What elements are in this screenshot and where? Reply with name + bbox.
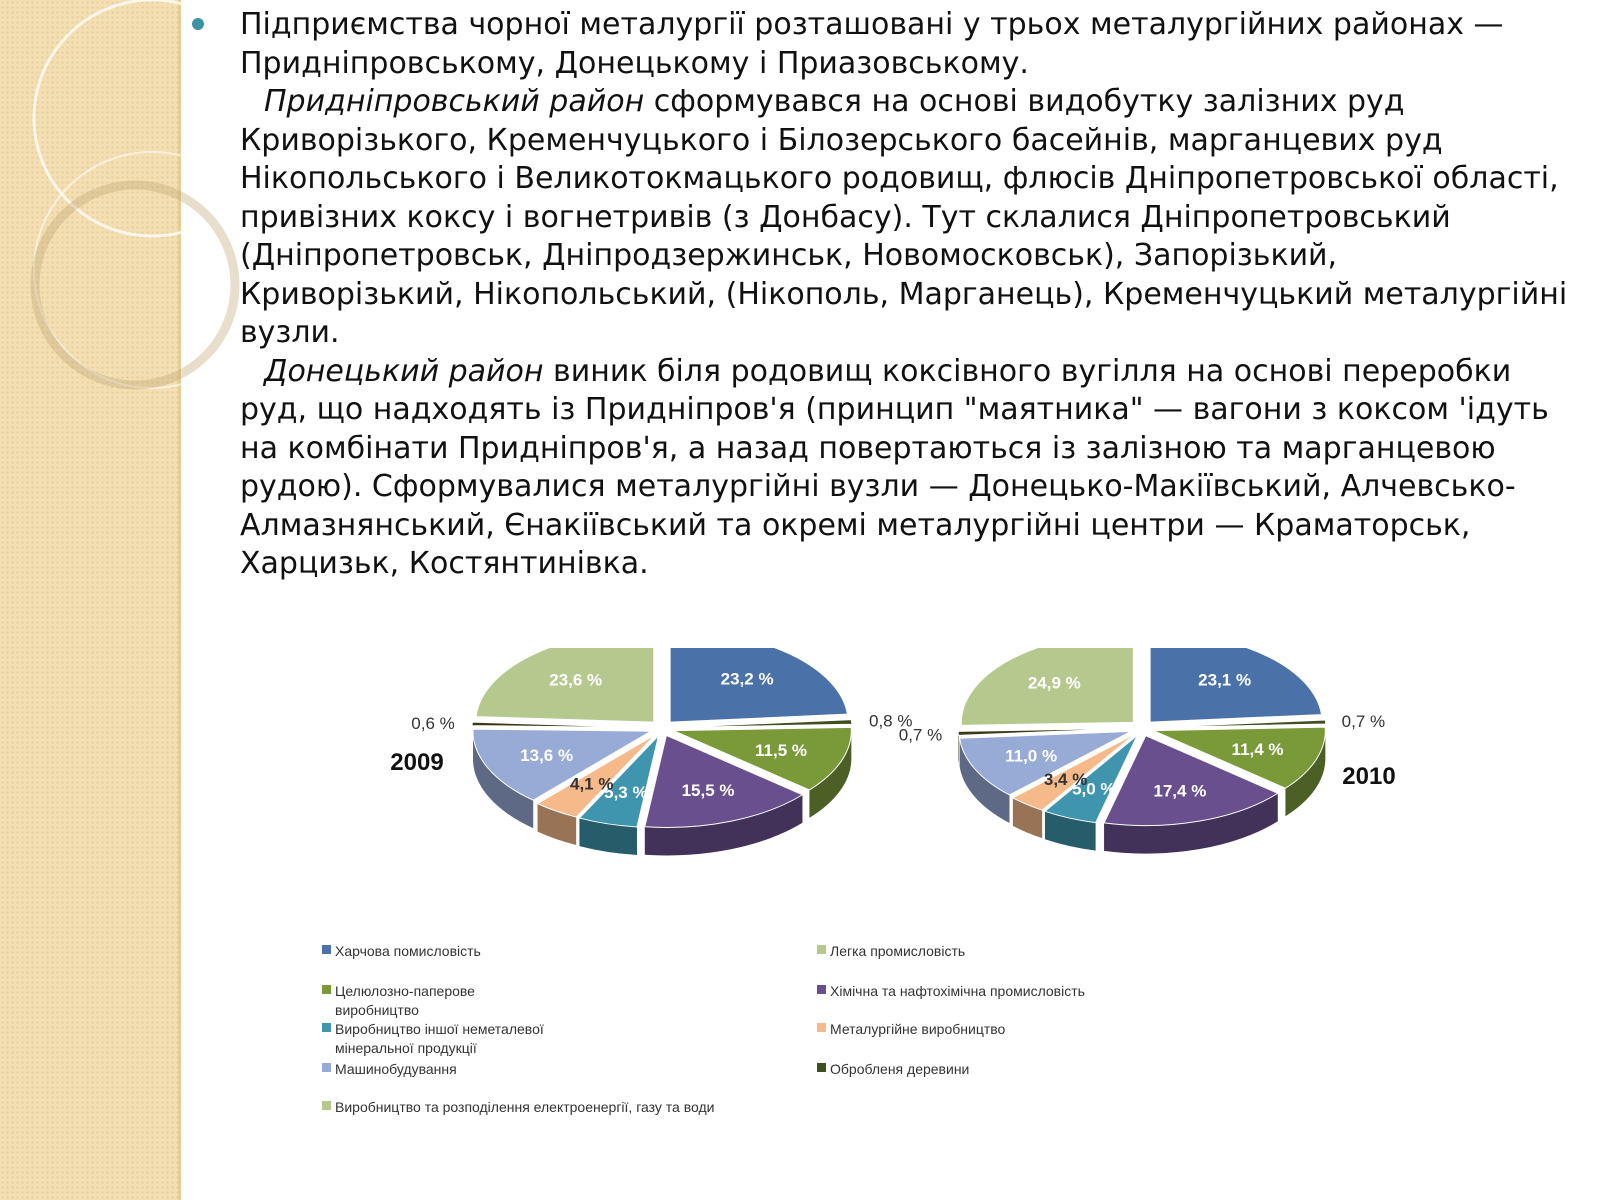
legend-label: Легка промисловість	[830, 943, 966, 959]
legend-label: Обробленя деревини	[830, 1061, 970, 1077]
donetsk-region-text: виник біля родовищ коксівного вугілля на основі переробки руд, що надходять із Придніпров'я (принцип "маятника" — вагони з коксом 'ідуть на комбінати Придніпров'я, а назад повертаються із залізною та марганцевою рудою). Сформувалися металургійні вузли — Донецько-Макіївський, Алчевсько-Алмазнянський, Єнакіївський та окремі металургійні центри — Краматорськ, Харцизьк, Костянтинівка.	[240, 353, 1549, 581]
paragraph-intro: Підприємства чорної металургії розташовані у трьох металургійних районах — Придніпровському, Донецькому і Приазовському.	[240, 7, 1504, 81]
legend-item	[817, 1060, 1377, 1079]
legend-item	[817, 942, 1377, 961]
legend-swatch	[322, 985, 331, 994]
legend-swatch	[817, 1023, 826, 1032]
data-label-2009-5: 4,1 %	[570, 774, 614, 794]
legend-swatch	[817, 985, 826, 994]
legend-label: Виробництво іншої неметалевої мінеральної продукції	[335, 1021, 544, 1056]
data-label-2009-3: 15,5 %	[681, 781, 735, 801]
legend-label: Виробництво та розподілення електроенергії, газу та води	[335, 1099, 715, 1115]
dnipro-region-title: Придніпровський район	[264, 84, 645, 119]
data-label-2010-3: 17,4 %	[1153, 781, 1207, 801]
legend-swatch	[817, 1063, 826, 1072]
data-label-2009-2: 11,5 %	[755, 740, 808, 760]
data-label-2009-4: 5,3 %	[604, 783, 648, 803]
legend-item	[817, 982, 1377, 1001]
legend-swatch	[322, 1101, 331, 1110]
legend-swatch	[322, 1023, 331, 1032]
chart-title-2009: 2009	[390, 749, 444, 776]
data-label-2009-8: 23,6 %	[549, 670, 603, 690]
legend-label: Харчова помисловість	[335, 943, 481, 959]
data-label-2009-0: 23,2 %	[720, 669, 774, 689]
data-label-2010-7: 0,7 %	[898, 725, 943, 745]
dnipro-region-text: сформувався на основі видобутку залізних руд Криворізького, Кременчуцького і Білозерського басейнів, марганцевих руд Нікопольського і Великотокмацького родовищ, флюсів Дніпропетровської області, привізних коксу і вогнетривів (з Донбасу). Тут склалися Дніпропетровський (Дніпропетровськ, Дніпродзержинськ, Новомосковськ), Запорізький, Криворізький, Нікопольський, (Нікополь, Марганець), Кременчуцький металургійні вузли.	[240, 84, 1568, 350]
legend-item	[322, 1060, 882, 1079]
legend-item	[322, 942, 882, 961]
data-label-2010-8: 24,9 %	[1027, 673, 1081, 693]
chart-panel	[317, 648, 1402, 1142]
chart-legend	[317, 648, 1402, 1142]
paragraph-donetsk	[240, 353, 1570, 584]
data-label-2010-4: 5,0 %	[1072, 779, 1116, 799]
decorative-circles	[0, 0, 240, 460]
legend-item	[817, 1020, 1377, 1039]
legend-swatch	[322, 945, 331, 954]
legend-label: Машинобудування	[335, 1061, 457, 1077]
legend-item	[322, 1020, 562, 1058]
paragraph-dnipro	[240, 83, 1570, 353]
data-label-2010-0: 23,1 %	[1198, 670, 1252, 690]
data-label-2009-7: 0,6 %	[411, 714, 455, 734]
bullet-dot	[192, 18, 204, 30]
legend-item	[322, 982, 562, 1020]
data-label-2010-6: 11,0 %	[1005, 746, 1058, 766]
data-label-2010-1: 0,7 %	[1341, 711, 1386, 731]
legend-label: Хімічна та нафтохімічна промисловість	[830, 983, 1085, 999]
data-label-2010-5: 3,4 %	[1043, 770, 1088, 790]
chart-title-2010: 2010	[1342, 763, 1396, 790]
legend-swatch	[322, 1063, 331, 1072]
data-label-2010-2: 11,4 %	[1231, 740, 1284, 760]
legend-swatch	[817, 945, 826, 954]
slide-text	[240, 6, 1570, 584]
data-label-2009-6: 13,6 %	[520, 745, 574, 765]
legend-label: Металургійне виробництво	[830, 1021, 1006, 1037]
legend-label: Целюлозно-паперове виробництво	[335, 983, 475, 1018]
legend-item	[322, 1098, 882, 1117]
data-label-2009-1: 0,8 %	[868, 711, 913, 731]
donetsk-region-title: Донецький район	[264, 353, 544, 389]
